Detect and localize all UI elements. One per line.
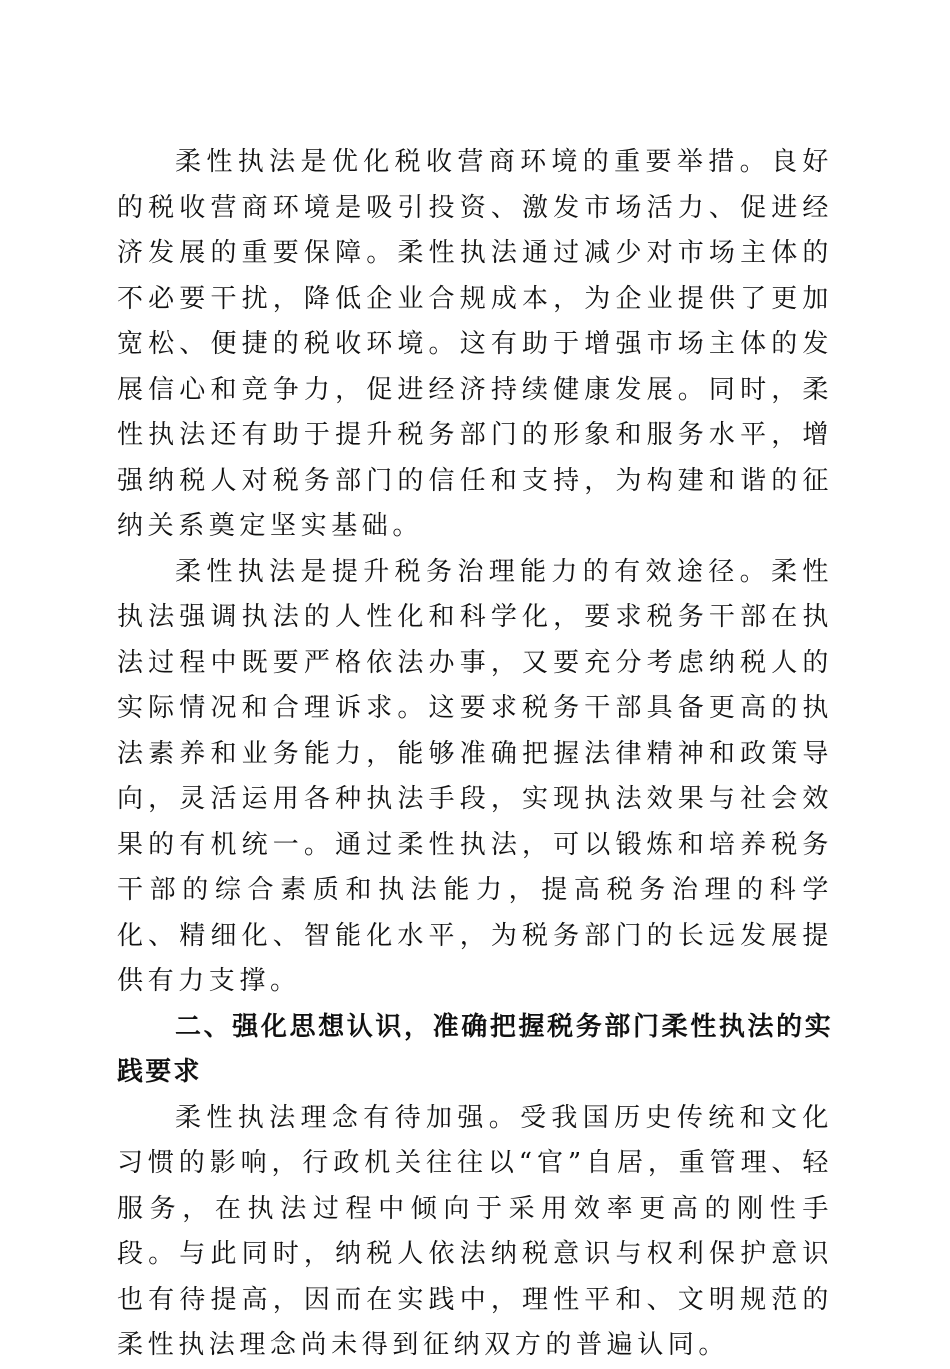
section-heading: 二、强化思想认识，准确把握税务部门柔性执法的实践要求	[117, 1011, 833, 1087]
paragraph-business-environment: 柔性执法是优化税收营商环境的重要举措。良好的税收营商环境是吸引投资、激发市场活力、促进经济发展的重要保障。柔性执法通过减少对市场主体的不必要干扰，降低企业合规成本，为企业提供了更加宽松、便捷的税收环境。这有助于增强市场主体的发展信心和竞争力，促进经济持续健康发展。同时，柔性执法还有助于提升税务部门的形象和服务水平，增强纳税人对税务部门的信任和支持，为构建和谐的征纳关系奠定坚实基础。	[117, 147, 833, 541]
document-body	[117, 140, 833, 1369]
paragraph-governance-capacity: 柔性执法是提升税务治理能力的有效途径。柔性执法强调执法的人性化和科学化，要求税务干部在执法过程中既要严格依法办事，又要充分考虑纳税人的实际情况和合理诉求。这要求税务干部具备更高的执法素养和业务能力，能够准确把握法律精神和政策导向，灵活运用各种执法手段，实现执法效果与社会效果的有机统一。通过柔性执法，可以锻炼和培养税务干部的综合素质和执法能力，提高税务治理的科学化、精细化、智能化水平，为税务部门的长远发展提供有力支撑。	[117, 556, 833, 996]
paragraph-enforcement-concept: 柔性执法理念有待加强。受我国历史传统和文化习惯的影响，行政机关往往以“官”自居，重管理、轻服务，在执法过程中倾向于采用效率更高的刚性手段。与此同时，纳税人依法纳税意识与权利保护意识也有待提高，因而在实践中，理性平和、文明规范的柔性执法理念尚未得到征纳双方的普遍认同。	[117, 1102, 833, 1360]
